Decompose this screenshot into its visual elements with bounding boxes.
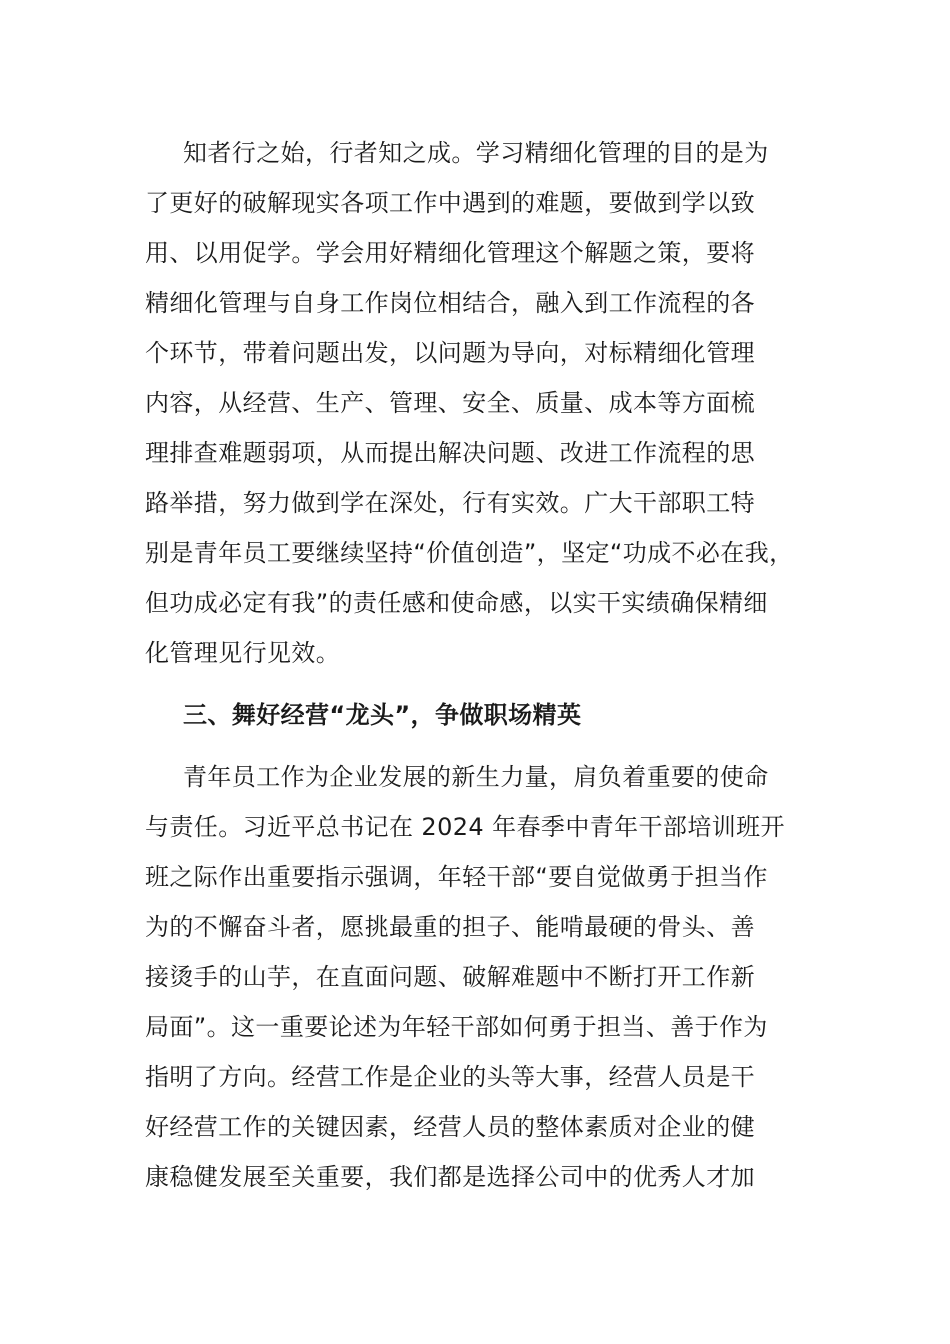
text-line: 接烫手的山芋，在直面问题、破解难题中不断打开工作新 xyxy=(145,963,755,991)
text-line: 班之际作出重要指示强调，年轻干部“要自觉做勇于担当作 xyxy=(145,863,768,891)
text-line: 个环节，带着问题出发，以问题为导向，对标精细化管理 xyxy=(145,339,755,367)
text-line: 别是青年员工要继续坚持“价值创造”，坚定“功成不必在我， xyxy=(145,539,794,567)
text-line: 用、以用促学。学会用好精细化管理这个解题之策，要将 xyxy=(145,239,755,267)
text-line: 局面”。这一重要论述为年轻干部如何勇于担当、善于作为 xyxy=(145,1013,768,1041)
text-line: 了更好的破解现实各项工作中遇到的难题，要做到学以致 xyxy=(145,189,755,217)
paragraph-2 xyxy=(145,752,807,1202)
section-heading: 三、舞好经营“龙头”，争做职场精英 xyxy=(183,701,582,729)
text-line: 化管理见行见效。 xyxy=(145,639,341,667)
text-line: 精细化管理与自身工作岗位相结合，融入到工作流程的各 xyxy=(145,289,755,317)
text-line: 理排查难题弱项，从而提出解决问题、改进工作流程的思 xyxy=(145,439,755,467)
text-line: 康稳健发展至关重要，我们都是选择公司中的优秀人才加 xyxy=(145,1163,755,1191)
text-line: 但功成必定有我”的责任感和使命感，以实干实绩确保精细 xyxy=(145,589,768,617)
text-line: 青年员工作为企业发展的新生力量，肩负着重要的使命 xyxy=(183,763,769,791)
text-line: 知者行之始，行者知之成。学习精细化管理的目的是为 xyxy=(183,139,769,167)
text-line: 指明了方向。经营工作是企业的头等大事，经营人员是干 xyxy=(145,1063,755,1091)
text-line: 内容，从经营、生产、管理、安全、质量、成本等方面梳 xyxy=(145,389,755,417)
text-line: 为的不懈奋斗者，愿挑最重的担子、能啃最硬的骨头、善 xyxy=(145,913,755,941)
text-line: 与责任。习近平总书记在 2024 年春季中青年干部培训班开 xyxy=(145,813,785,841)
text-line: 好经营工作的关键因素，经营人员的整体素质对企业的健 xyxy=(145,1113,755,1141)
text-line: 路举措，努力做到学在深处，行有实效。广大干部职工特 xyxy=(145,489,755,517)
paragraph-1 xyxy=(145,128,807,678)
document-page xyxy=(145,128,807,1202)
